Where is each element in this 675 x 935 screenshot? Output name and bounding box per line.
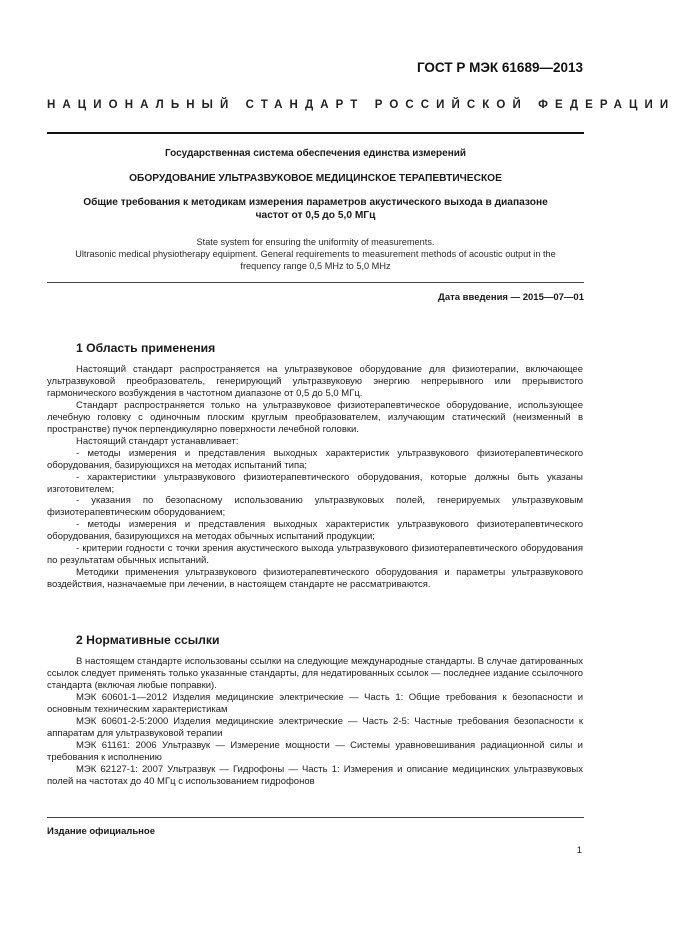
header-rule <box>47 132 584 134</box>
list-item: - методы измерения и представления выходных характеристик ультразвукового физиотерапевтического оборудования, базирующихся на методах обычных испытаний продукции; <box>47 519 583 543</box>
reference-item: МЭК 61161: 2006 Ультразвук — Измерение мощности — Системы уравновешивания радиационной силы и требования к исполнению <box>47 739 583 763</box>
list-item: - методы измерения и представления выходных характеристик ультразвукового физиотерапевтического оборудования, базирующихся на методах испытаний типа; <box>47 447 583 471</box>
list-item: - характеристики ультразвукового физиотерапевтического оборудования, которые должны быть указаны изготовителем; <box>47 471 583 495</box>
reference-item: МЭК 60601-1—2012 Изделия медицинские электрические — Часть 1: Общие требования к безопасности и основным техническим характеристикам <box>47 691 583 715</box>
section-1-heading: 1 Область применения <box>76 341 216 355</box>
official-edition-label: Издание официальное <box>47 826 155 837</box>
subtitle-line: частот от 0,5 до 5,0 МГц <box>255 210 376 221</box>
page-number: 1 <box>576 845 582 856</box>
paragraph: Настоящий стандарт распространяется на ультразвуковое оборудование для физиотерапии, включающее ультразвуковой преобразователь, генерирующий ультразвуковую энергию непрерывного или прерывистого гармонического возбуждения в частотном диапазоне от 0,5 до 5,0 МГц. <box>47 364 583 399</box>
list-item: - указания по безопасному использованию ультразвуковых полей, генерируемых ультразвуковым физиотерапевтическим оборудованием; <box>47 495 583 519</box>
subtitle-line: Общие требования к методикам измерения параметров акустического выхода в диапазоне <box>83 197 548 208</box>
paragraph: Методики применения ультразвукового физиотерапевтического оборудования и параметры ультразвукового воздействия, назначаемые при лечении, в настоящем стандарте не рассматриваются. <box>47 567 583 591</box>
standard-code: ГОСТ Р МЭК 61689—2013 <box>416 60 583 75</box>
english-title <box>47 236 584 272</box>
list-item: - критерии годности с точки зрения акустического выхода ультразвукового физиотерапевтического оборудования по результатам обычных испытаний. <box>47 543 583 567</box>
english-title-line: State system for ensuring the uniformity of measurements. <box>196 237 435 247</box>
english-title-line: frequency range 0,5 MHz to 5,0 MHz <box>240 261 391 271</box>
reference-item: МЭК 62127-1: 2007 Ультразвук — Гидрофоны — Часть 1: Измерения и описание медицинских ультразвуковых полей на частотах до 40 МГц с использованием гидрофонов <box>47 763 583 787</box>
footer-rule <box>47 817 584 818</box>
document-subtitle <box>47 196 584 222</box>
title-rule <box>47 282 584 283</box>
section-1-body <box>47 364 583 591</box>
equipment-title: ОБОРУДОВАНИЕ УЛЬТРАЗВУКОВОЕ МЕДИЦИНСКОЕ ТЕРАПЕВТИЧЕСКОЕ <box>129 173 502 184</box>
section-2-body <box>47 656 583 787</box>
section-2-heading: 2 Нормативные ссылки <box>76 633 220 647</box>
english-title-line: Ultrasonic medical physiotherapy equipment. General requirements to measurement methods of acoustic output in the <box>75 249 556 259</box>
paragraph: В настоящем стандарте использованы ссылки на следующие международные стандарты. В случае датированных ссылок следует применять только указанные стандарты, для недатированных ссылок — последнее издание ссылочного стандарта (включая любые поправки). <box>47 656 583 691</box>
introduction-date: Дата введения — 2015—07—01 <box>438 292 584 303</box>
reference-item: МЭК 60601-2-5:2000 Изделия медицинские электрические — Часть 2-5: Частные требования безопасности к аппаратам для ультразвуковой терапии <box>47 715 583 739</box>
paragraph: Настоящий стандарт устанавливает: <box>76 435 239 447</box>
system-title: Государственная система обеспечения единства измерений <box>164 148 467 159</box>
national-standard-banner: НАЦИОНАЛЬНЫЙ СТАНДАРТ РОССИЙСКОЙ ФЕДЕРАЦИИ <box>47 99 675 111</box>
paragraph: Стандарт распространяется только на ультразвуковое физиотерапевтическое оборудование, использующее лечебную головку с одиночным плоским круглым преобразователем, излучающим статический (неизменный в пространстве) пучок перпендикулярно поверхности лечебной головки. <box>47 399 583 435</box>
